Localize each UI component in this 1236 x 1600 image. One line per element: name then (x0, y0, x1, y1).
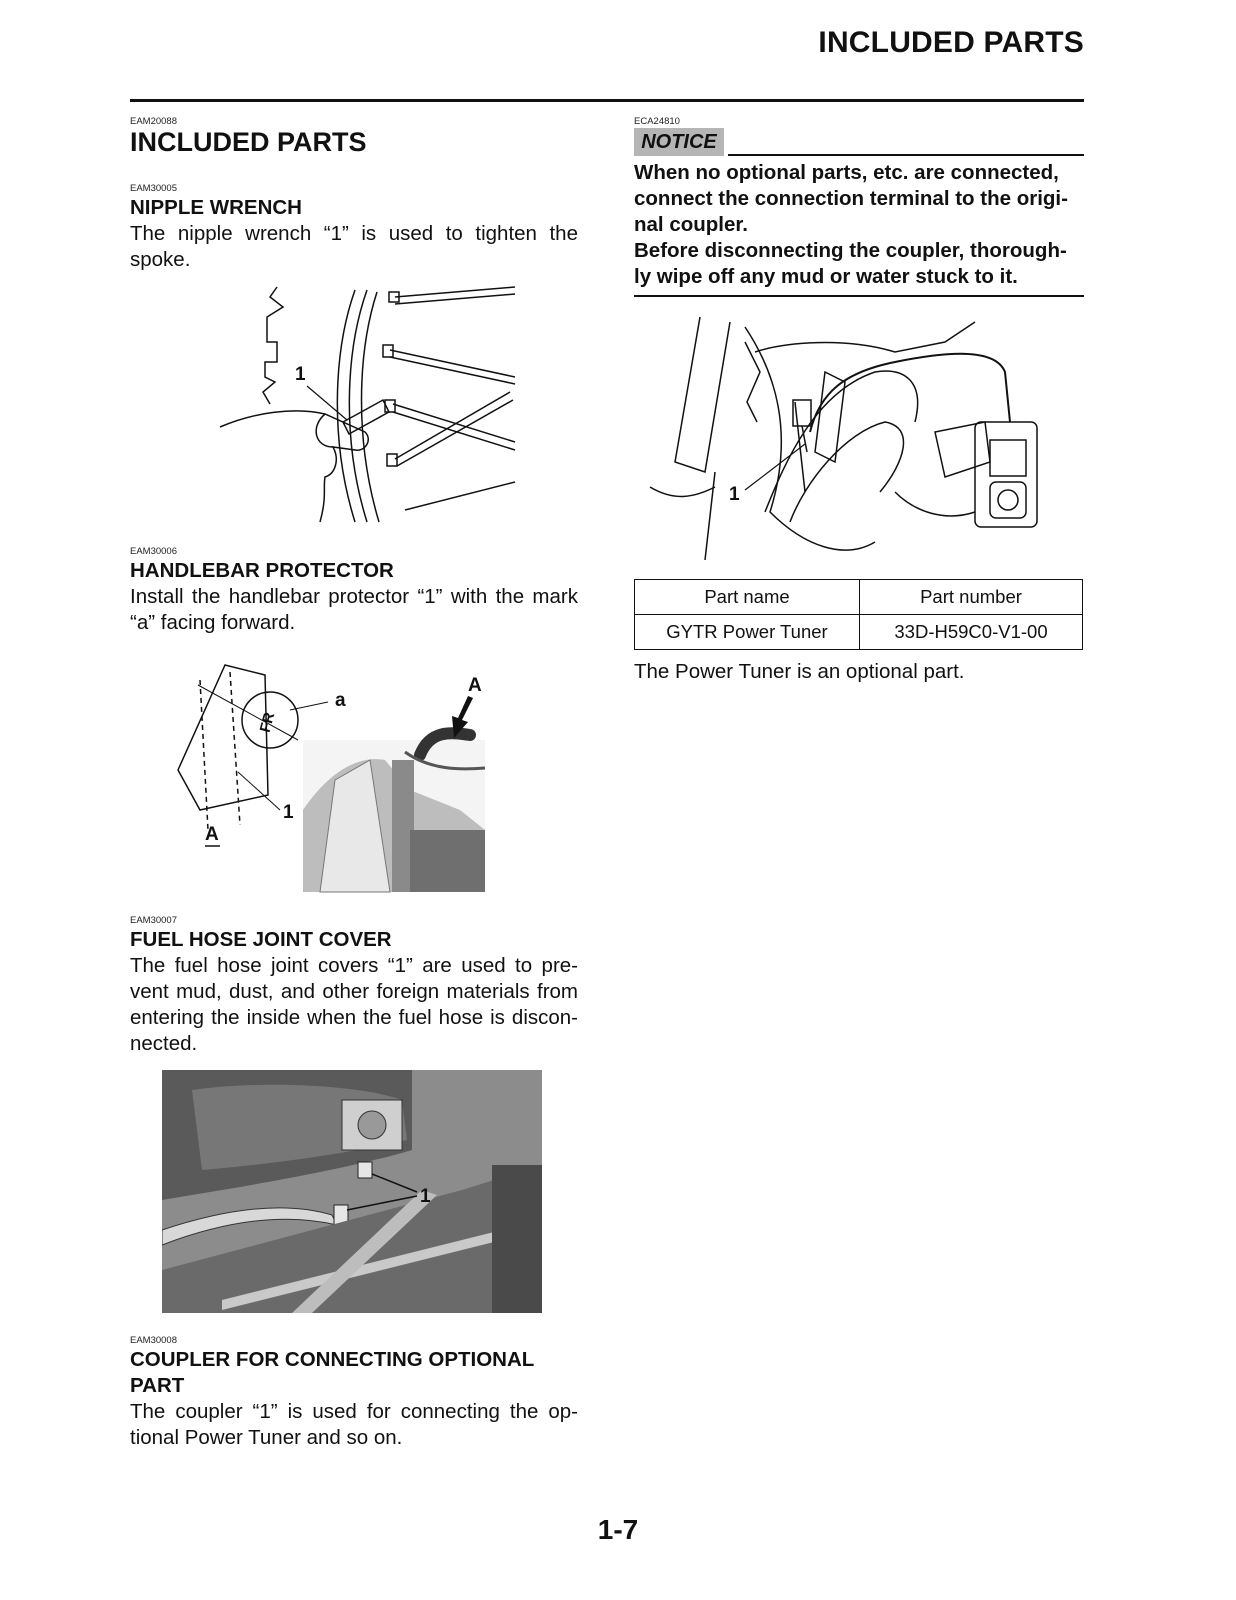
text-line: “a” facing forward. (130, 611, 296, 634)
handlebar-protector-text (130, 584, 578, 636)
table-header-cell: Part name (635, 580, 860, 615)
nipple-wrench-figure (215, 282, 520, 524)
table-cell: GYTR Power Tuner (635, 615, 860, 650)
title-line: COUPLER FOR CONNECTING OPTIONAL (130, 1348, 535, 1371)
text-line: nected. (130, 1032, 198, 1055)
fuel-hose-title: FUEL HOSE JOINT COVER (130, 928, 392, 951)
title-line: PART (130, 1374, 185, 1397)
nipple-wrench-code: EAM30005 (130, 183, 178, 194)
power-tuner-figure (645, 312, 1045, 560)
text-line: The nipple wrench “1” is used to tighten the (130, 222, 578, 245)
fuel-hose-code: EAM30007 (130, 915, 178, 926)
coupler-title (130, 1347, 534, 1399)
after-table-text: The Power Tuner is an optional part. (634, 660, 965, 683)
callout-a: a (335, 690, 346, 711)
text-line: spoke. (130, 248, 191, 271)
fr-mark: FR (256, 710, 279, 735)
notice-code: ECA24810 (634, 116, 680, 127)
handlebar-protector-figure (170, 660, 490, 895)
figure-callout: 1 (729, 484, 740, 505)
nipple-wrench-text (130, 221, 578, 273)
notice-label: NOTICE (634, 128, 724, 156)
figure-callout: 1 (420, 1186, 431, 1207)
notice-bottom-rule (634, 295, 1084, 297)
notice-line: Before disconnecting the coupler, thorough- (634, 239, 1067, 262)
table-header-cell: Part number (860, 580, 1083, 615)
arrow-label: A (468, 675, 482, 696)
notice-text (634, 160, 1084, 290)
text-line: vent mud, dust, and other foreign materials from (130, 980, 578, 1003)
table-header-row (635, 580, 1083, 615)
figure-callout: 1 (295, 364, 306, 385)
text-line: Install the handlebar protector “1” with the mark (130, 585, 578, 608)
nipple-wrench-title: NIPPLE WRENCH (130, 196, 302, 219)
text-line: The coupler “1” is used for connecting the op- (130, 1400, 578, 1423)
header-rule (130, 99, 1084, 102)
page-header-title: INCLUDED PARTS (818, 26, 1084, 59)
fuel-hose-figure (162, 1070, 542, 1313)
notice-line: ly wipe off any mud or water stuck to it. (634, 265, 1018, 288)
handlebar-protector-title: HANDLEBAR PROTECTOR (130, 559, 394, 582)
notice-rule (728, 154, 1084, 156)
page-number: 1-7 (597, 1514, 639, 1545)
table-cell: 33D-H59C0-V1-00 (860, 615, 1083, 650)
handlebar-protector-code: EAM30006 (130, 546, 178, 557)
fuel-hose-text (130, 953, 578, 1057)
callout-1: 1 (283, 802, 294, 823)
notice-line: When no optional parts, etc. are connected, (634, 161, 1059, 184)
text-line: tional Power Tuner and so on. (130, 1426, 403, 1449)
table-row (635, 615, 1083, 650)
coupler-code: EAM30008 (130, 1335, 178, 1346)
notice-line: nal coupler. (634, 213, 748, 236)
section-title: INCLUDED PARTS (130, 127, 367, 157)
section-code: EAM20088 (130, 116, 178, 127)
notice-line: connect the connection terminal to the origi- (634, 187, 1068, 210)
parts-table (634, 579, 1083, 650)
text-line: entering the inside when the fuel hose is discon- (130, 1006, 578, 1029)
coupler-text (130, 1399, 578, 1451)
view-label: A (205, 824, 219, 845)
text-line: The fuel hose joint covers “1” are used to pre- (130, 954, 578, 977)
